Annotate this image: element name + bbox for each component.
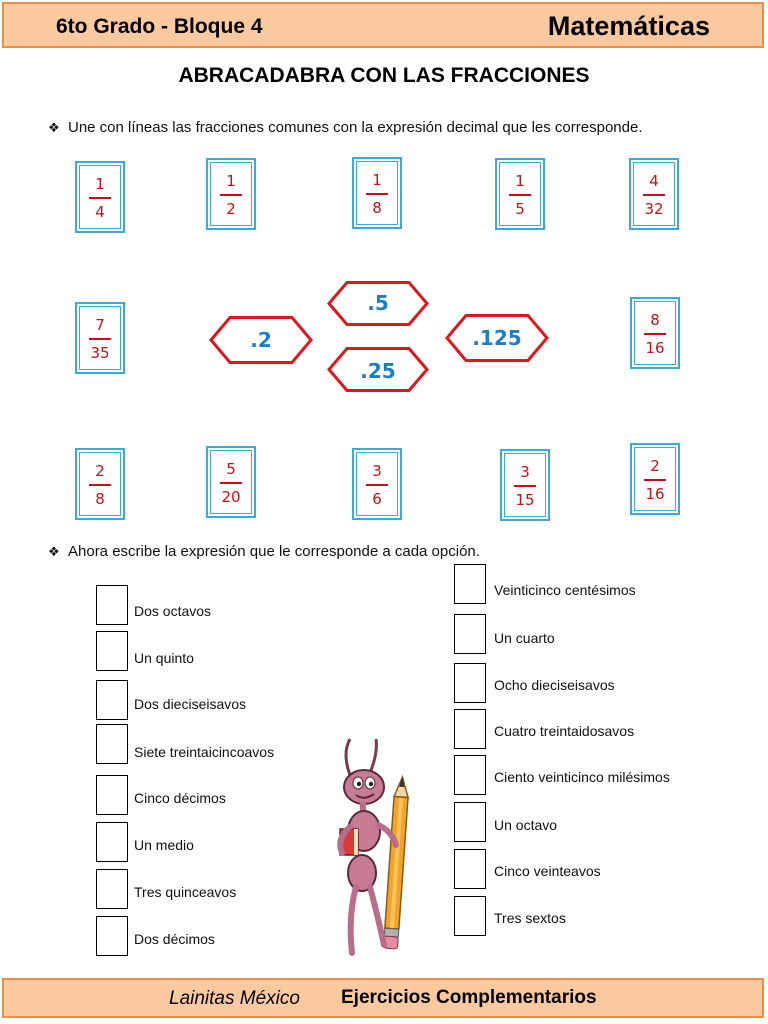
footer-bar	[2, 978, 764, 1018]
option-label: Dos dieciseisavos	[134, 696, 247, 712]
decimal-hexagon[interactable]	[327, 347, 429, 392]
ant-with-pencil-illustration	[320, 735, 420, 960]
fraction-card[interactable]	[495, 158, 545, 230]
denominator: 2	[226, 200, 236, 218]
fraction-card[interactable]	[500, 449, 550, 521]
option-label: Cinco décimos	[134, 790, 226, 806]
decimal-value: .25	[360, 359, 396, 383]
numerator: 3	[520, 463, 530, 481]
decimal-hexagon[interactable]	[209, 316, 313, 364]
decimal-value: .2	[250, 328, 272, 352]
option-label: Un octavo	[494, 817, 558, 833]
diamond-bullet-icon: ❖	[48, 120, 60, 135]
denominator: 20	[221, 488, 241, 506]
numerator: 7	[95, 316, 105, 334]
fraction-card[interactable]	[75, 448, 125, 520]
denominator: 35	[90, 344, 110, 362]
subject-label: Matemáticas	[547, 11, 710, 41]
numerator: 1	[95, 175, 105, 193]
fraction-card[interactable]	[352, 448, 402, 520]
answer-box[interactable]	[96, 585, 128, 625]
option-label: Un quinto	[134, 650, 194, 666]
option-label: Tres quinceavos	[134, 884, 237, 900]
answer-box[interactable]	[454, 614, 486, 654]
answer-box[interactable]	[454, 755, 486, 795]
numerator: 3	[372, 462, 382, 480]
page-title: ABRACADABRA CON LAS FRACCIONES	[178, 64, 590, 87]
denominator: 8	[372, 199, 382, 217]
denominator: 16	[645, 339, 665, 357]
denominator: 4	[95, 203, 105, 221]
answer-box[interactable]	[454, 663, 486, 703]
denominator: 16	[645, 485, 665, 503]
option-label: Siete treintaicincoavos	[134, 744, 275, 760]
decimal-value: .5	[367, 291, 389, 315]
fraction-card[interactable]	[206, 158, 256, 230]
numerator: 1	[515, 172, 525, 190]
answer-box[interactable]	[96, 822, 128, 862]
denominator: 32	[644, 200, 664, 218]
option-label: Ocho dieciseisavos	[494, 677, 615, 693]
option-label: Dos décimos	[134, 931, 215, 947]
fraction-card[interactable]	[630, 443, 680, 515]
option-label: Un medio	[134, 837, 194, 853]
answer-box[interactable]	[454, 564, 486, 604]
option-label: Cuatro treintaidosavos	[494, 723, 635, 739]
instruction-text: Une con líneas las fracciones comunes con la expresión decimal que les corresponde.	[68, 119, 643, 136]
numerator: 1	[226, 172, 236, 190]
footer-title: Ejercicios Complementarios	[341, 987, 597, 1008]
answer-box[interactable]	[454, 849, 486, 889]
instruction-1	[48, 119, 642, 136]
answer-box[interactable]	[96, 916, 128, 956]
option-label: Un cuarto	[494, 630, 555, 646]
grade-block-label: 6to Grado - Bloque 4	[56, 15, 263, 38]
fraction-card[interactable]	[75, 302, 125, 374]
option-label: Cinco veinteavos	[494, 863, 601, 879]
decimal-value: .125	[472, 326, 522, 350]
option-label: Dos octavos	[134, 603, 212, 619]
instruction-text: Ahora escribe la expresión que le corresponde a cada opción.	[68, 543, 480, 560]
option-label: Veinticinco centésimos	[494, 582, 636, 598]
answer-box[interactable]	[96, 724, 128, 764]
decimal-hexagon[interactable]	[445, 314, 549, 362]
header-bar	[2, 2, 764, 48]
fraction-card[interactable]	[352, 157, 402, 229]
numerator: 5	[226, 460, 236, 478]
fraction-card[interactable]	[629, 158, 679, 230]
instruction-2	[48, 543, 480, 560]
answer-box[interactable]	[454, 709, 486, 749]
option-label: Ciento veinticinco milésimos	[494, 769, 670, 785]
answer-box[interactable]	[96, 680, 128, 720]
decimal-hexagon[interactable]	[327, 281, 429, 326]
answer-box[interactable]	[454, 896, 486, 936]
fraction-card[interactable]	[75, 161, 125, 233]
numerator: 1	[372, 171, 382, 189]
diamond-bullet-icon: ❖	[48, 544, 60, 559]
answer-box[interactable]	[96, 869, 128, 909]
numerator: 8	[650, 311, 660, 329]
numerator: 2	[650, 457, 660, 475]
answer-box[interactable]	[96, 775, 128, 815]
author-label: Lainitas México	[169, 988, 300, 1009]
option-label: Tres sextos	[494, 910, 566, 926]
denominator: 15	[515, 491, 535, 509]
fraction-card[interactable]	[630, 297, 680, 369]
fraction-card[interactable]	[206, 446, 256, 518]
denominator: 5	[515, 200, 525, 218]
answer-box[interactable]	[96, 631, 128, 671]
answer-box[interactable]	[454, 802, 486, 842]
numerator: 4	[649, 172, 659, 190]
numerator: 2	[95, 462, 105, 480]
denominator: 6	[372, 490, 382, 508]
denominator: 8	[95, 490, 105, 508]
